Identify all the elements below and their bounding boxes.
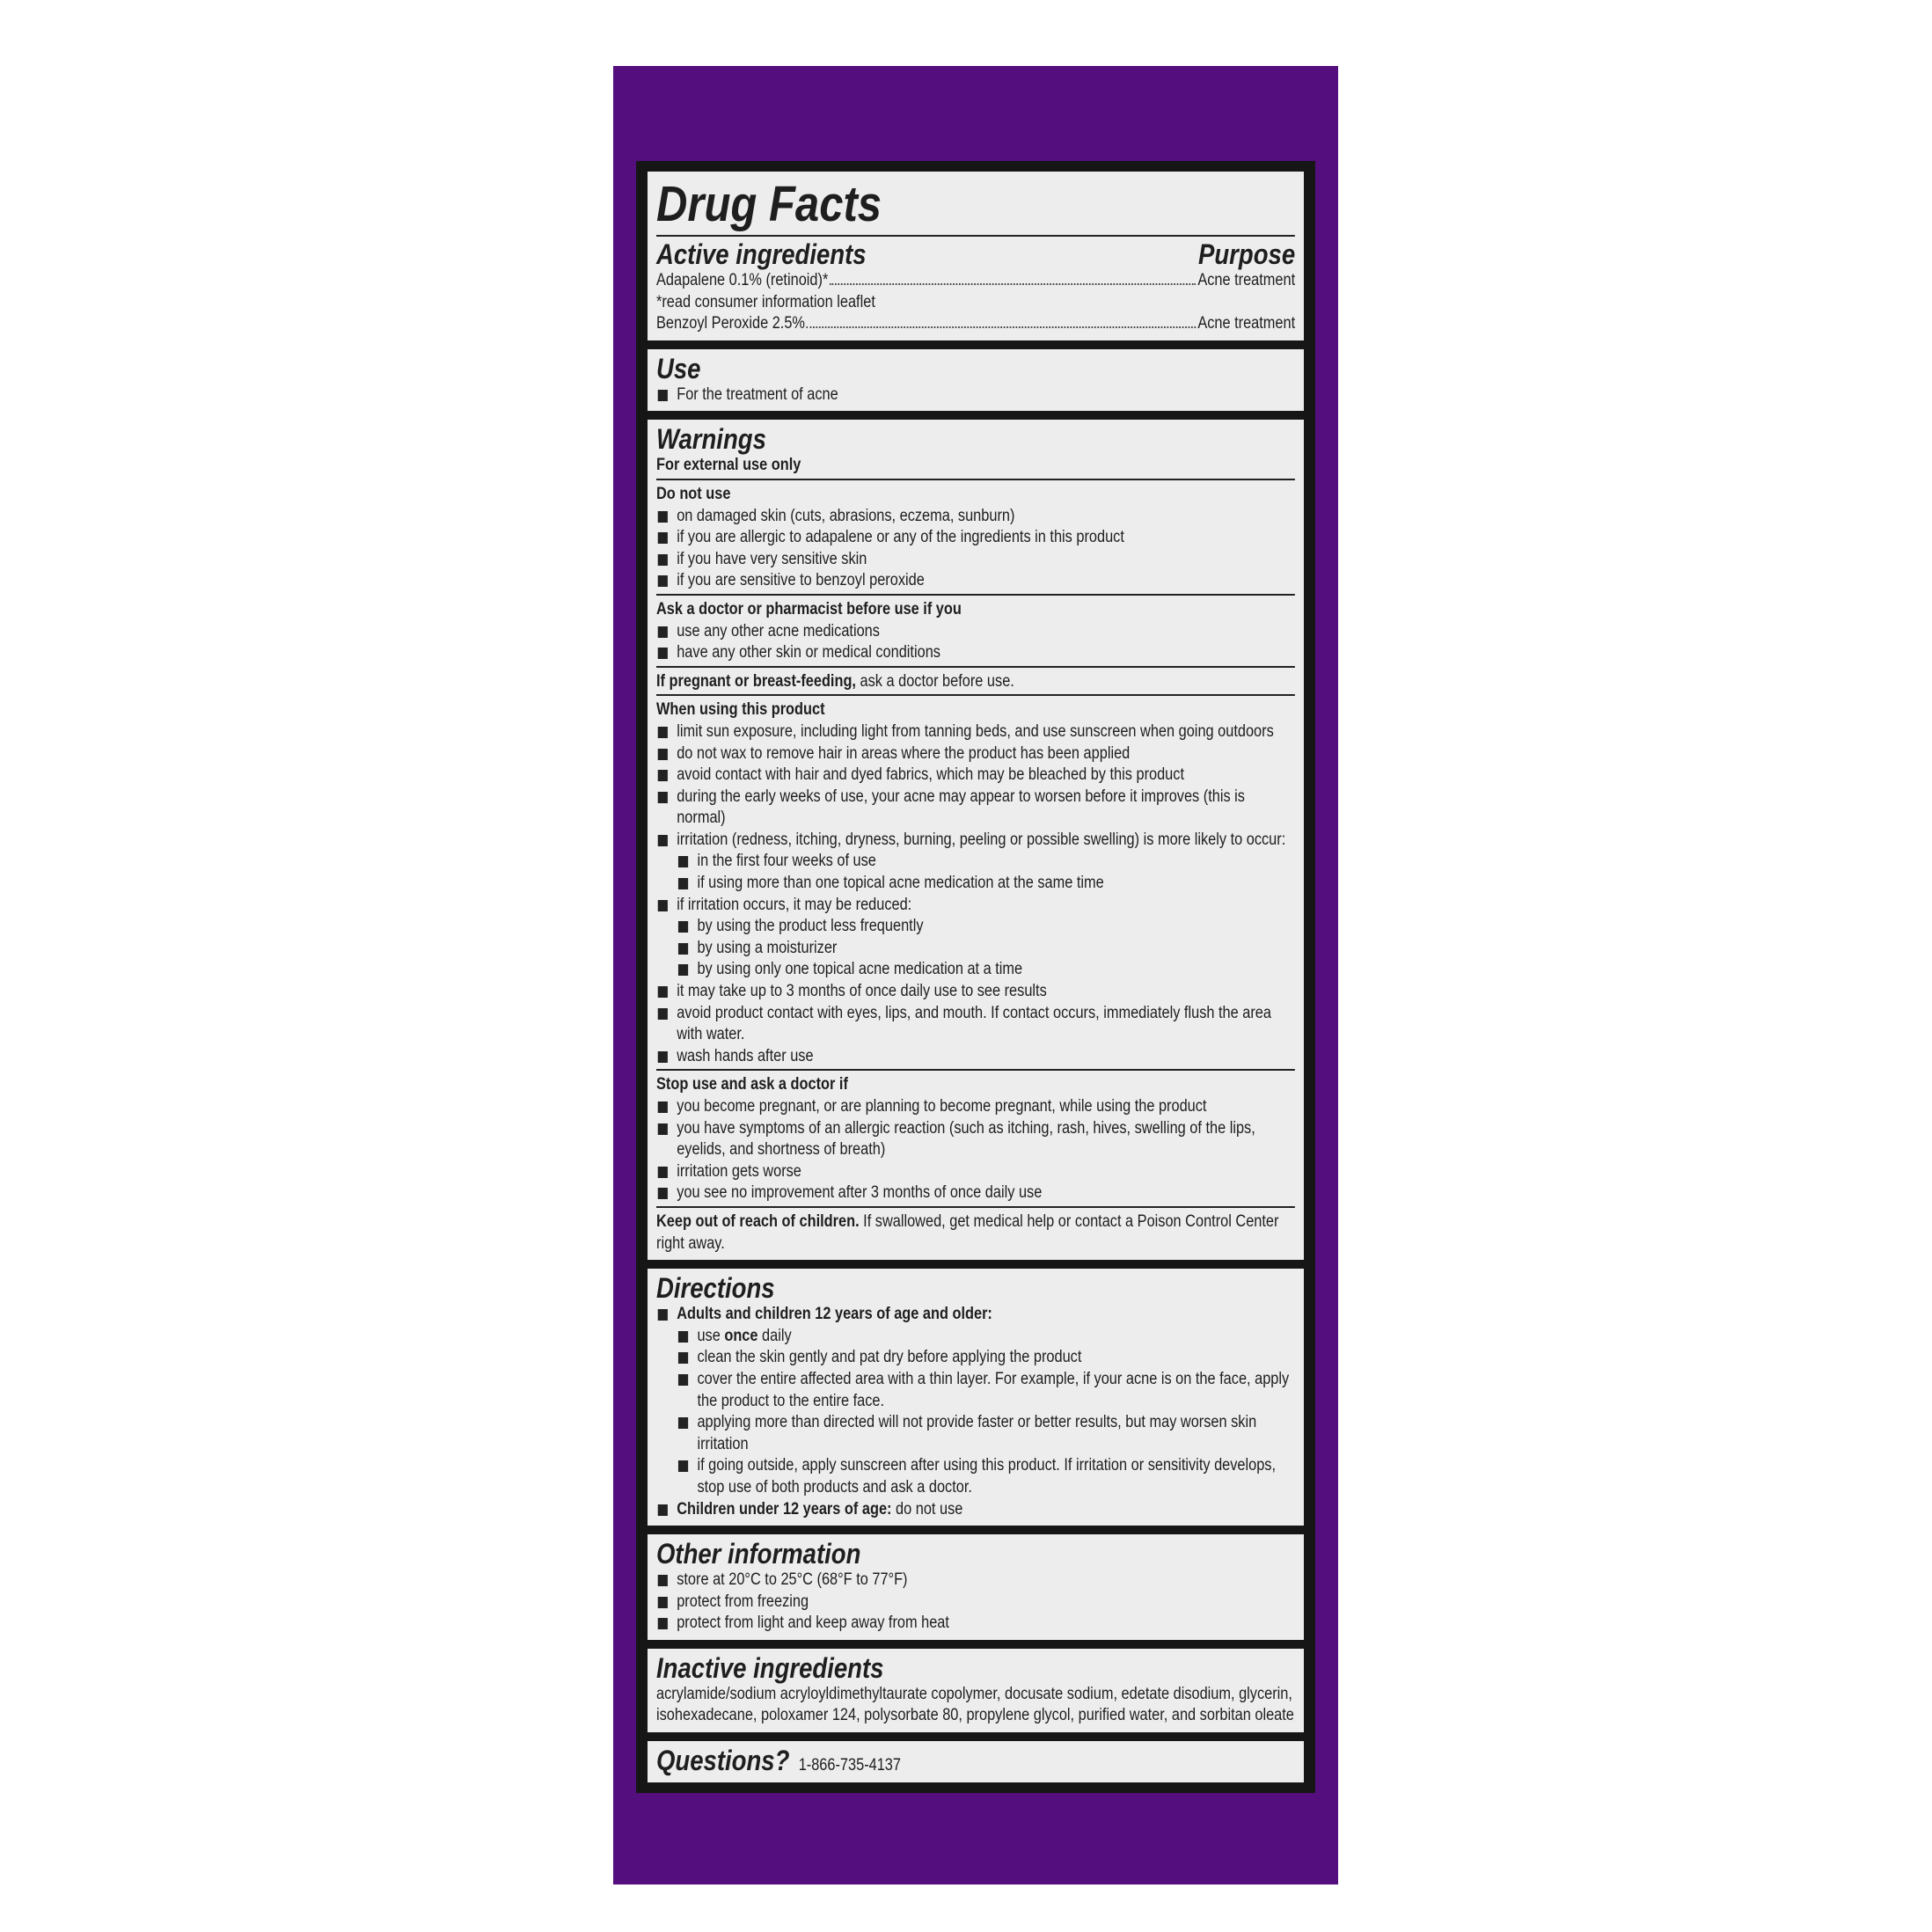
warnings-heading: Warnings <box>656 423 766 456</box>
external-use-text: For external use only <box>656 456 801 475</box>
when-using-heading: When using this product <box>656 700 825 720</box>
list-item: limit sun exposure, including light from tanning beds, and use sunscreen when going outdoors <box>656 721 1295 743</box>
list-item: you have symptoms of an allergic reaction (such as itching, rash, hives, swelling of the lips, eyelids, and shortness of breath) <box>656 1118 1295 1161</box>
inactive-ingredients-heading: Inactive ingredients <box>656 1651 884 1684</box>
ingredient-row <box>656 270 1295 292</box>
list-item: protect from freezing <box>656 1592 1295 1614</box>
do-not-use-heading: Do not use <box>656 484 731 503</box>
ingredient-note: *read consumer information leaflet <box>656 292 875 311</box>
list-item: it may take up to 3 months of once daily use to see results <box>656 981 1295 1003</box>
list-item: store at 20°C to 25°C (68°F to 77°F) <box>656 1570 1295 1592</box>
phone-number: 1-866-735-4137 <box>798 1756 901 1775</box>
divider <box>656 666 1295 668</box>
questions-heading: Questions? <box>656 1745 790 1777</box>
list-item: do not wax to remove hair in areas where the product has been applied <box>656 743 1295 765</box>
directions-heading: Directions <box>656 1272 775 1305</box>
list-item: use any other acne medications <box>656 621 1295 643</box>
list-item: by using the product less frequently <box>677 916 1295 938</box>
ingredient-row <box>656 313 1295 335</box>
list-item: if using more than one topical acne medication at the same time <box>677 873 1295 895</box>
divider <box>656 1206 1295 1208</box>
ingredient-name: Adapalene 0.1% (retinoid)* <box>656 271 829 289</box>
use-panel <box>648 349 1304 412</box>
drug-facts-label <box>636 161 1315 1793</box>
children-warning: Keep out of reach of children. If swallowed, get medical help or contact a Poison Control Center right away. <box>656 1211 1279 1253</box>
product-package <box>613 66 1338 1884</box>
drug-facts-title: Drug Facts <box>656 175 1295 237</box>
list-item: if irritation occurs, it may be reduced: <box>656 895 1295 917</box>
list-item: applying more than directed will not provide faster or better results, but may worsen skin irritation <box>677 1412 1295 1455</box>
use-heading: Use <box>656 352 701 384</box>
leader-dots <box>807 326 1197 328</box>
list-item: clean the skin gently and pat dry before applying the product <box>677 1347 1295 1369</box>
list-item: by using a moisturizer <box>677 938 1295 960</box>
list-item: Children under 12 years of age: do not use <box>656 1499 1295 1521</box>
divider <box>656 479 1295 480</box>
inactive-ingredients-panel <box>648 1649 1304 1732</box>
ingredient-purpose: Acne treatment <box>1197 314 1296 333</box>
ask-doctor-heading: Ask a doctor or pharmacist before use if you <box>656 599 962 618</box>
active-ingredients-panel <box>648 172 1304 340</box>
active-ingredients-heading: Active ingredients <box>656 238 867 270</box>
list-item: by using only one topical acne medication at a time <box>677 959 1295 981</box>
list-item: avoid contact with hair and dyed fabrics, which may be bleached by this product <box>656 765 1295 787</box>
list-item: if you have very sensitive skin <box>656 549 1295 571</box>
warnings-panel <box>648 420 1304 1260</box>
list-item: avoid product contact with eyes, lips, and mouth. If contact occurs, immediately flush the area with water. <box>656 1003 1295 1046</box>
questions-panel <box>648 1741 1304 1782</box>
other-information-heading: Other information <box>656 1538 861 1570</box>
list-item: on damaged skin (cuts, abrasions, eczema, sunburn) <box>656 506 1295 528</box>
inactive-ingredients-text: acrylamide/sodium acryloyldimethyltaurate copolymer, docusate sodium, edetate disodium, glycerin, isohexadecane, poloxamer 124, polysorbate 80, propylene glycol, purified water, and sorbitan oleate <box>656 1684 1294 1725</box>
list-item: you see no improvement after 3 months of once daily use <box>656 1182 1295 1204</box>
other-information-panel <box>648 1534 1304 1640</box>
directions-panel <box>648 1269 1304 1526</box>
leader-dots <box>830 283 1197 285</box>
list-item: Adults and children 12 years of age and older: <box>656 1304 1295 1326</box>
list-item: irritation gets worse <box>656 1161 1295 1183</box>
stop-use-heading: Stop use and ask a doctor if <box>656 1075 848 1094</box>
list-item: wash hands after use <box>656 1046 1295 1068</box>
list-item: during the early weeks of use, your acne may appear to worsen before it improves (this is normal) <box>656 787 1295 830</box>
list-item: use once daily <box>677 1326 1295 1348</box>
divider <box>656 1069 1295 1071</box>
divider <box>656 594 1295 596</box>
list-item: if you are sensitive to benzoyl peroxide <box>656 570 1295 592</box>
ingredient-name: Benzoyl Peroxide 2.5% <box>656 314 805 333</box>
list-item: For the treatment of acne <box>656 384 1295 406</box>
divider <box>656 694 1295 696</box>
list-item: irritation (redness, itching, dryness, burning, peeling or possible swelling) is more likely to occur: <box>656 830 1295 852</box>
list-item: protect from light and keep away from heat <box>656 1613 1295 1635</box>
list-item: cover the entire affected area with a thin layer. For example, if your acne is on the face, apply the product to the entire face. <box>677 1369 1295 1412</box>
purpose-heading: Purpose <box>1198 238 1296 270</box>
list-item: if you are allergic to adapalene or any of the ingredients in this product <box>656 527 1295 549</box>
list-item: have any other skin or medical conditions <box>656 642 1295 664</box>
pregnant-warning: If pregnant or breast-feeding, ask a doctor before use. <box>656 671 1014 691</box>
ingredient-purpose: Acne treatment <box>1197 271 1296 289</box>
list-item: you become pregnant, or are planning to become pregnant, while using the product <box>656 1096 1295 1118</box>
list-item: in the first four weeks of use <box>677 851 1295 873</box>
list-item: if going outside, apply sunscreen after using this product. If irritation or sensitivity develops, stop use of both products and ask a doctor. <box>677 1455 1295 1498</box>
